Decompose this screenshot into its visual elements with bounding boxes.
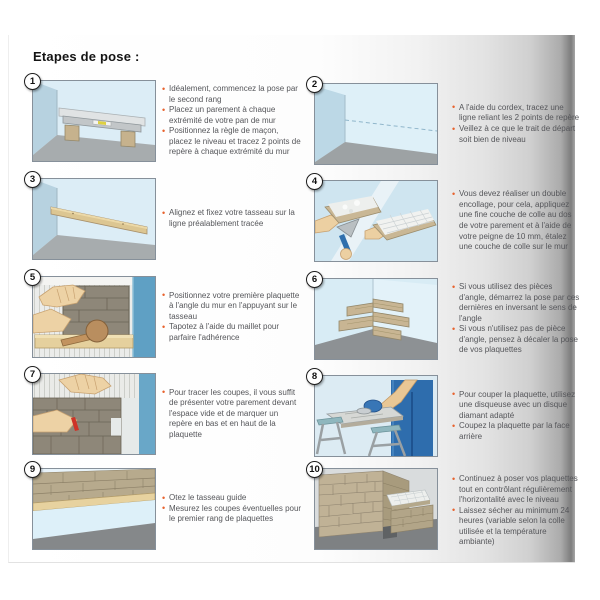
step-10-figure — [309, 464, 438, 550]
step-10-instructions — [452, 474, 580, 548]
step-number-badge: 7 — [24, 366, 41, 383]
step-7-figure — [29, 369, 156, 455]
step-5-illustration — [32, 276, 156, 358]
step-6-instructions — [452, 282, 580, 356]
instruction-bullet: • Pour tracer les coupes, il vous suffit de présenter votre parement devant l'espace vide et de marquer un repère en bas et en haut de la plaquette — [162, 388, 302, 441]
step-number-badge: 6 — [306, 271, 323, 288]
instruction-bullet: • Vous devez réaliser un double encollage, pour cela, appliquez une fine couche de colle au dos de votre parement et à l'aide de votre peigne de 10 mm, étalez une couche de colle sur le mur — [452, 189, 580, 252]
step-number-badge: 10 — [306, 461, 323, 478]
step-number-badge: 1 — [24, 73, 41, 90]
instruction-bullet: • Mesurez les coupes éventuelles pour le premier rang de plaquettes — [162, 504, 302, 525]
step-8-instructions — [452, 390, 580, 443]
step-5-figure — [29, 272, 156, 358]
step-number-badge: 9 — [24, 461, 41, 478]
step-7-instructions — [162, 388, 302, 441]
step-9-instructions — [162, 493, 302, 525]
step-4-figure — [311, 176, 438, 262]
instruction-bullet: • Laissez sécher au minimum 24 heures (variable selon la colle utilisée et la température ambiante) — [452, 506, 580, 548]
instruction-bullet: • A l'aide du cordex, tracez une ligne reliant les 2 points de repère — [452, 103, 580, 124]
step-1-instructions — [162, 84, 302, 158]
instruction-bullet: • Alignez et fixez votre tasseau sur la ligne préalablement tracée — [162, 208, 302, 229]
step-number-badge: 8 — [306, 368, 323, 385]
step-3-instructions — [162, 208, 302, 229]
step-number-badge: 3 — [24, 171, 41, 188]
step-number-badge: 2 — [306, 76, 323, 93]
step-8 — [311, 371, 580, 457]
step-number-badge: 4 — [306, 173, 323, 190]
step-6 — [311, 274, 580, 360]
instruction-bullet: • Placez un parement à chaque extrémité de votre pan de mur — [162, 105, 302, 126]
page-title: Etapes de pose : — [33, 49, 140, 64]
instruction-bullet: • Positionnez la règle de maçon, placez le niveau et tracez 2 points de repère à chaque extrémité du mur — [162, 126, 302, 158]
instruction-bullet: • Continuez à poser vos plaquettes tout en contrôlant régulièrement l'horizontalité avec le niveau — [452, 474, 580, 506]
step-1-figure — [29, 76, 156, 162]
instruction-bullet: • Idéalement, commencez la pose par le second rang — [162, 84, 302, 105]
step-3-illustration — [32, 178, 156, 260]
step-2-figure — [311, 79, 438, 165]
step-7 — [29, 369, 302, 455]
step-9-illustration — [32, 468, 156, 550]
instruction-bullet: • Veillez à ce que le trait de départ soit bien de niveau — [452, 124, 580, 145]
instruction-bullet: • Si vous n'utilisez pas de pièce d'angle, pensez à décaler la pose de vos plaquettes — [452, 324, 580, 356]
step-1 — [29, 76, 302, 162]
step-number-badge: 5 — [24, 269, 41, 286]
instruction-bullet: • Positionnez votre première plaquette à l'angle du mur en l'appuyant sur le tasseau — [162, 291, 302, 323]
step-10-illustration — [314, 468, 438, 550]
step-6-figure — [311, 274, 438, 360]
leaflet-page — [8, 35, 580, 563]
instruction-bullet: • Si vous utilisez des pièces d'angle, démarrez la pose par ces dernières en inversant le sens de l'angle — [452, 282, 580, 324]
step-3 — [29, 174, 302, 260]
step-6-illustration — [314, 278, 438, 360]
step-2 — [311, 79, 580, 165]
instruction-bullet: • Tapotez à l'aide du maillet pour parfaire l'adhérence — [162, 322, 302, 343]
step-2-instructions — [452, 103, 580, 145]
step-4 — [311, 176, 580, 262]
step-5 — [29, 272, 302, 358]
step-8-illustration — [314, 375, 438, 457]
step-9 — [29, 464, 302, 550]
step-2-illustration — [314, 83, 438, 165]
step-10 — [309, 464, 580, 550]
step-1-illustration — [32, 80, 156, 162]
instruction-bullet: • Otez le tasseau guide — [162, 493, 302, 504]
step-4-instructions — [452, 189, 580, 252]
step-4-illustration — [314, 180, 438, 262]
step-8-figure — [311, 371, 438, 457]
step-7-illustration — [32, 373, 156, 455]
step-5-instructions — [162, 291, 302, 344]
instruction-bullet: • Coupez la plaquette par la face arrière — [452, 421, 580, 442]
step-3-figure — [29, 174, 156, 260]
instruction-bullet: • Pour couper la plaquette, utilisez une disqueuse avec un disque diamant adapté — [452, 390, 580, 422]
step-9-figure — [29, 464, 156, 550]
